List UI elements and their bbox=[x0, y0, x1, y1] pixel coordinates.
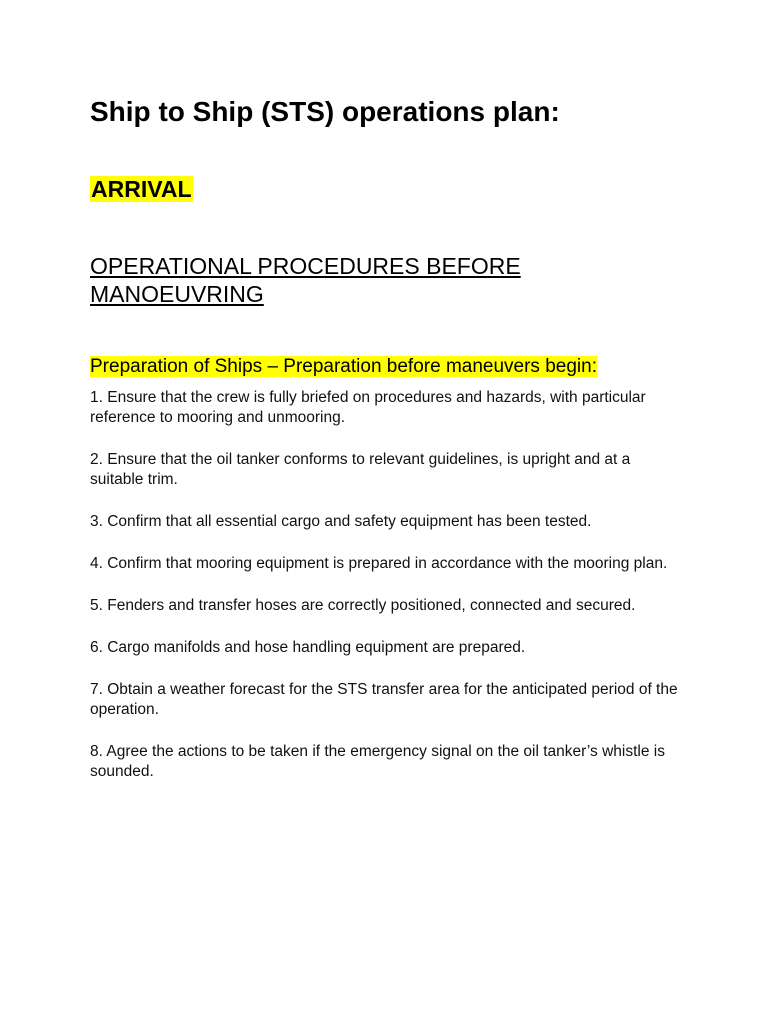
document-title: Ship to Ship (STS) operations plan: bbox=[90, 96, 560, 127]
subsection-heading: OPERATIONAL PROCEDURES BEFORE MANOEUVRING bbox=[90, 253, 521, 307]
section-heading-highlight: ARRIVAL bbox=[91, 176, 192, 202]
step-item: 2. Ensure that the oil tanker conforms to relevant guidelines, is upright and at a suitable trim. bbox=[90, 451, 631, 488]
step-item: 4. Confirm that mooring equipment is prepared in accordance with the mooring plan. bbox=[90, 555, 668, 572]
step-item: 8. Agree the actions to be taken if the emergency signal on the oil tanker’s whistle is sounded. bbox=[90, 743, 665, 780]
step-item: 7. Obtain a weather forecast for the STS transfer area for the anticipated period of the operation. bbox=[90, 681, 678, 718]
preparation-heading bbox=[90, 353, 597, 380]
section-heading-arrival bbox=[90, 173, 193, 205]
step-item: 1. Ensure that the crew is fully briefed on procedures and hazards, with particular reference to mooring and unmooring. bbox=[90, 389, 646, 426]
step-item: 6. Cargo manifolds and hose handling equipment are prepared. bbox=[90, 639, 526, 656]
preparation-heading-highlight: Preparation of Ships – Preparation before maneuvers begin: bbox=[90, 356, 597, 377]
step-item: 3. Confirm that all essential cargo and safety equipment has been tested. bbox=[90, 513, 592, 530]
steps-list bbox=[90, 388, 680, 804]
step-item: 5. Fenders and transfer hoses are correctly positioned, connected and secured. bbox=[90, 597, 636, 614]
